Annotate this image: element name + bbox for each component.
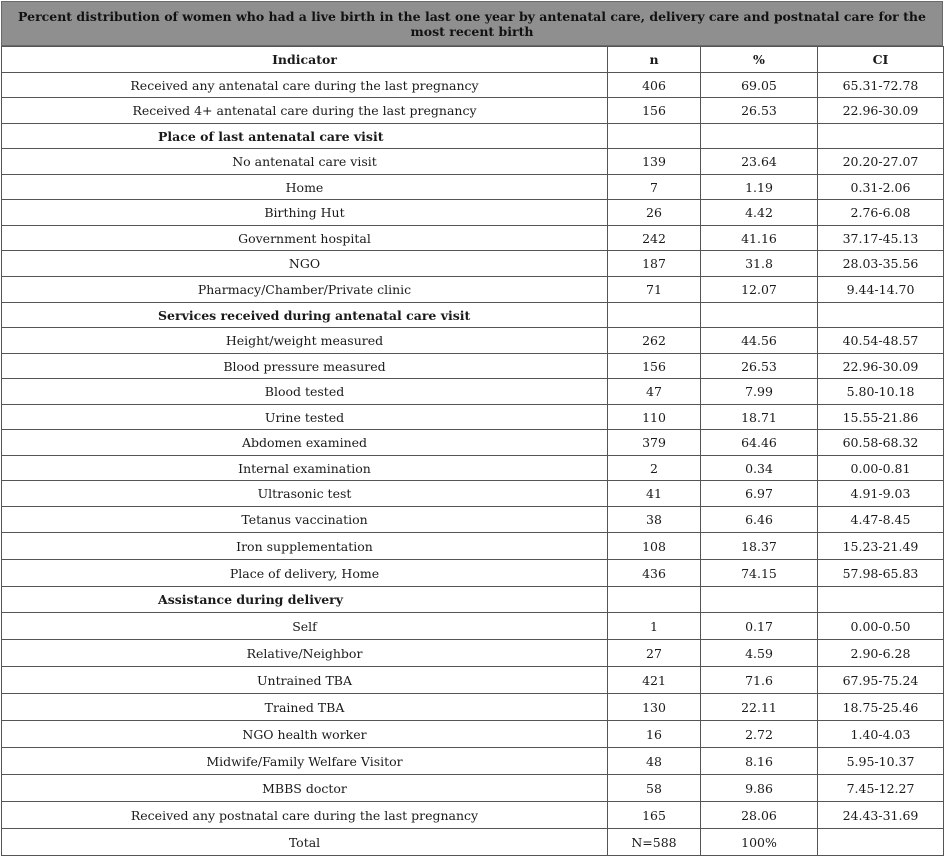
table-row [2, 829, 944, 856]
cell-ci [818, 587, 944, 613]
cell-n: 436 [608, 560, 701, 587]
cell-ci: 22.96-30.09 [818, 354, 944, 379]
cell-n: 262 [608, 328, 701, 354]
table-row [2, 667, 944, 694]
cell-indicator: Received 4+ antenatal care during the last pregnancy [2, 98, 608, 124]
section-row [2, 587, 944, 613]
table-row [2, 149, 944, 175]
cell-n: 41 [608, 481, 701, 507]
cell-ci: 37.17-45.13 [818, 226, 944, 251]
cell-indicator: Midwife/Family Welfare Visitor [2, 748, 608, 775]
cell-ci: 2.90-6.28 [818, 640, 944, 667]
table-row [2, 613, 944, 640]
cell-n: 156 [608, 98, 701, 124]
cell-percent: 6.97 [701, 481, 818, 507]
cell-indicator: Home [2, 175, 608, 200]
table-container [1, 1, 943, 856]
cell-percent: 4.59 [701, 640, 818, 667]
table-row [2, 430, 944, 456]
table-row [2, 226, 944, 251]
cell-n: 187 [608, 251, 701, 277]
header-percent: % [701, 47, 818, 73]
cell-percent: 41.16 [701, 226, 818, 251]
cell-n: 110 [608, 405, 701, 430]
cell-indicator: Trained TBA [2, 694, 608, 721]
cell-n: 1 [608, 613, 701, 640]
cell-n: 2 [608, 456, 701, 481]
cell-ci: 9.44-14.70 [818, 277, 944, 303]
cell-indicator: Place of last antenatal care visit [2, 124, 608, 149]
cell-n: 421 [608, 667, 701, 694]
table-row [2, 533, 944, 560]
cell-ci: 22.96-30.09 [818, 98, 944, 124]
cell-ci: 28.03-35.56 [818, 251, 944, 277]
cell-percent: 4.42 [701, 200, 818, 226]
cell-n: 48 [608, 748, 701, 775]
cell-n: 165 [608, 802, 701, 829]
cell-percent: 74.15 [701, 560, 818, 587]
cell-n: 16 [608, 721, 701, 748]
data-table [1, 46, 944, 856]
cell-percent: 2.72 [701, 721, 818, 748]
cell-n: 379 [608, 430, 701, 456]
cell-indicator: Birthing Hut [2, 200, 608, 226]
cell-indicator: Assistance during delivery [2, 587, 608, 613]
cell-indicator: Received any antenatal care during the last pregnancy [2, 73, 608, 98]
cell-percent [701, 303, 818, 328]
cell-ci: 60.58-68.32 [818, 430, 944, 456]
cell-indicator: Iron supplementation [2, 533, 608, 560]
cell-n: 58 [608, 775, 701, 802]
table-row [2, 251, 944, 277]
cell-indicator: Self [2, 613, 608, 640]
cell-n [608, 587, 701, 613]
cell-percent: 26.53 [701, 354, 818, 379]
cell-percent: 23.64 [701, 149, 818, 175]
cell-percent: 26.53 [701, 98, 818, 124]
cell-ci: 0.00-0.50 [818, 613, 944, 640]
cell-percent: 6.46 [701, 507, 818, 533]
cell-percent: 22.11 [701, 694, 818, 721]
cell-n: 7 [608, 175, 701, 200]
cell-ci: 24.43-31.69 [818, 802, 944, 829]
cell-ci: 57.98-65.83 [818, 560, 944, 587]
cell-ci [818, 829, 944, 856]
cell-n: 130 [608, 694, 701, 721]
cell-ci [818, 124, 944, 149]
table-row [2, 775, 944, 802]
table-row [2, 640, 944, 667]
cell-ci: 4.47-8.45 [818, 507, 944, 533]
table-row [2, 507, 944, 533]
table-row [2, 328, 944, 354]
cell-indicator: Urine tested [2, 405, 608, 430]
cell-indicator: Tetanus vaccination [2, 507, 608, 533]
cell-percent: 28.06 [701, 802, 818, 829]
table-row [2, 405, 944, 430]
cell-n: 26 [608, 200, 701, 226]
cell-n: 139 [608, 149, 701, 175]
cell-ci: 0.31-2.06 [818, 175, 944, 200]
cell-ci: 4.91-9.03 [818, 481, 944, 507]
table-row [2, 379, 944, 405]
cell-n: 406 [608, 73, 701, 98]
cell-ci: 15.23-21.49 [818, 533, 944, 560]
cell-n: 47 [608, 379, 701, 405]
cell-n: 242 [608, 226, 701, 251]
cell-ci: 67.95-75.24 [818, 667, 944, 694]
cell-percent: 18.37 [701, 533, 818, 560]
header-row [2, 47, 944, 73]
cell-percent: 18.71 [701, 405, 818, 430]
cell-ci: 65.31-72.78 [818, 73, 944, 98]
cell-indicator: Blood tested [2, 379, 608, 405]
cell-ci: 2.76-6.08 [818, 200, 944, 226]
cell-percent: 71.6 [701, 667, 818, 694]
cell-percent: 31.8 [701, 251, 818, 277]
cell-ci: 18.75-25.46 [818, 694, 944, 721]
cell-indicator: Relative/Neighbor [2, 640, 608, 667]
section-row [2, 303, 944, 328]
table-row [2, 277, 944, 303]
table-row [2, 175, 944, 200]
cell-ci [818, 303, 944, 328]
cell-indicator: Services received during antenatal care visit [2, 303, 608, 328]
cell-ci: 0.00-0.81 [818, 456, 944, 481]
section-row [2, 124, 944, 149]
table-row [2, 560, 944, 587]
cell-percent: 69.05 [701, 73, 818, 98]
cell-percent: 64.46 [701, 430, 818, 456]
cell-indicator: Total [2, 829, 608, 856]
cell-percent: 8.16 [701, 748, 818, 775]
table-row [2, 354, 944, 379]
cell-n: 108 [608, 533, 701, 560]
cell-indicator: Internal examination [2, 456, 608, 481]
cell-indicator: NGO [2, 251, 608, 277]
cell-percent: 12.07 [701, 277, 818, 303]
cell-ci: 7.45-12.27 [818, 775, 944, 802]
cell-percent [701, 587, 818, 613]
cell-percent: 0.34 [701, 456, 818, 481]
cell-indicator: Place of delivery, Home [2, 560, 608, 587]
cell-indicator: Untrained TBA [2, 667, 608, 694]
cell-indicator: Abdomen examined [2, 430, 608, 456]
cell-percent [701, 124, 818, 149]
table-body [2, 73, 944, 856]
cell-indicator: No antenatal care visit [2, 149, 608, 175]
cell-indicator: Blood pressure measured [2, 354, 608, 379]
cell-indicator: MBBS doctor [2, 775, 608, 802]
cell-indicator: Received any postnatal care during the last pregnancy [2, 802, 608, 829]
header-ci: CI [818, 47, 944, 73]
table-row [2, 694, 944, 721]
cell-percent: 7.99 [701, 379, 818, 405]
cell-indicator: NGO health worker [2, 721, 608, 748]
cell-indicator: Height/weight measured [2, 328, 608, 354]
cell-n: 71 [608, 277, 701, 303]
cell-ci: 20.20-27.07 [818, 149, 944, 175]
cell-indicator: Ultrasonic test [2, 481, 608, 507]
cell-n: 27 [608, 640, 701, 667]
cell-ci: 5.95-10.37 [818, 748, 944, 775]
cell-ci: 5.80-10.18 [818, 379, 944, 405]
table-caption: Percent distribution of women who had a live birth in the last one year by antenatal care, delivery care and postnatal care for the most recent birth [1, 1, 943, 46]
cell-n: N=588 [608, 829, 701, 856]
header-n: n [608, 47, 701, 73]
cell-indicator: Government hospital [2, 226, 608, 251]
cell-n: 156 [608, 354, 701, 379]
table-row [2, 456, 944, 481]
cell-percent: 9.86 [701, 775, 818, 802]
table-row [2, 200, 944, 226]
cell-indicator: Pharmacy/Chamber/Private clinic [2, 277, 608, 303]
table-row [2, 481, 944, 507]
cell-ci: 40.54-48.57 [818, 328, 944, 354]
cell-n: 38 [608, 507, 701, 533]
table-row [2, 748, 944, 775]
cell-ci: 15.55-21.86 [818, 405, 944, 430]
table-row [2, 721, 944, 748]
cell-percent: 100% [701, 829, 818, 856]
table-row [2, 802, 944, 829]
cell-percent: 0.17 [701, 613, 818, 640]
cell-n [608, 124, 701, 149]
table-row [2, 73, 944, 98]
cell-n [608, 303, 701, 328]
cell-percent: 44.56 [701, 328, 818, 354]
cell-percent: 1.19 [701, 175, 818, 200]
header-indicator: Indicator [2, 47, 608, 73]
table-row [2, 98, 944, 124]
cell-ci: 1.40-4.03 [818, 721, 944, 748]
